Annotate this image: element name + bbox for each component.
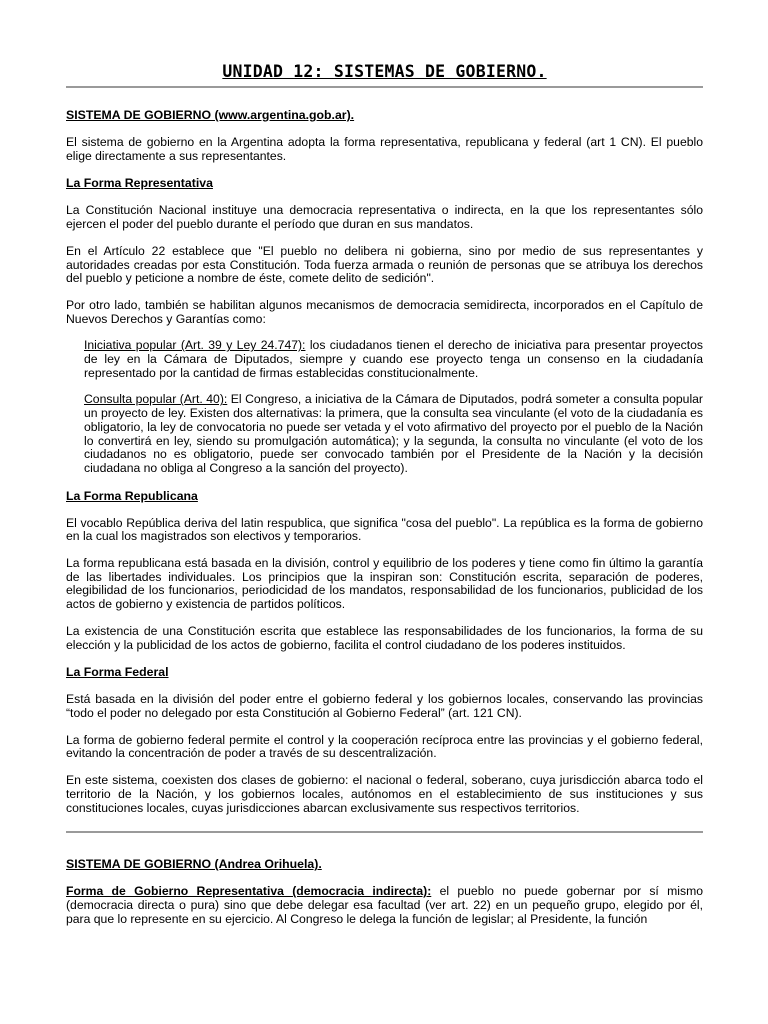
paragraph-representativa-indirecta [66,885,703,926]
heading-forma-representativa: La Forma Representativa [66,176,213,191]
page-title: UNIDAD 12: SISTEMAS DE GOBIERNO. [222,62,547,81]
representativa-indirecta-text: el pueblo no puede gobernar por sí mismo (democracia directa o pura) sino que debe delegar esa facultad (ver art. 22) en un pequeño grupo, elegido por él, para que lo represente en su ejercicio. Al Congreso le delega la función de legislar; al Presidente, la función [66,884,703,926]
iniciativa-label: Iniciativa popular (Art. 39 y Ley 24.747): [84,338,306,353]
section-divider [66,831,703,833]
paragraph-iniciativa-popular [84,339,703,380]
paragraph-federal-2: La forma de gobierno federal permite el control y la cooperación recíproca entre las provincias y el gobierno federal, evitando la concentración de poder a través de su descentralización. [66,732,703,761]
paragraph-representativa-2: En el Artículo 22 establece que "El pueblo no delibera ni gobierna, sino por medio de sus representantes y autoridades creadas por esta Constitución. Toda fuerza armada o reunión de personas que se atribuya los derechos del pueblo y peticione a nombre de éste, comete delito de sedición". [66,243,703,286]
paragraph-consulta-popular [84,393,703,475]
section-heading-orihuela: SISTEMA DE GOBIERNO (Andrea Orihuela). [66,857,322,872]
title-divider [66,86,703,88]
consulta-text: El Congreso, a iniciativa de la Cámara de Diputados, podrá someter a consulta popular un proyecto de ley. Existen dos alternativas: la primera, que la consulta sea vinculante (el voto de la ciudadanía es obligatorio, la ley de convocatoria no puede ser vetada y el voto afirmativo del proyecto por el pueblo de la Nación lo convertirá en ley, siendo su promulgación automática); y la segunda, la consulta no vinculante (el voto de los ciudadanos no es obligatorio, puede ser convocado también por el Presidente de la Nación y la decisión ciudadana no obliga al Congreso a la sanción del proyecto). [84,392,703,475]
iniciativa-text: los ciudadanos tienen el derecho de iniciativa para presentar proyectos de ley en la Cámara de Diputados, siempre y cuando ese proyecto tenga un consenso en la ciudadanía representado por la cantidad de firmas establecidas constitucionalmente. [84,338,704,380]
paragraph-republicana-1: El vocablo República deriva del latin respublica, que significa "cosa del pueblo". La república es la forma de gobierno en la cual los magistrados son electivos y temporarios. [66,515,703,544]
consulta-label: Consulta popular (Art. 40): [84,392,228,407]
representativa-indirecta-label: Forma de Gobierno Representativa (democracia indirecta): [66,884,432,899]
paragraph-intro: El sistema de gobierno en la Argentina adopta la forma representativa, republicana y federal (art 1 CN). El pueblo elige directamente a sus representantes. [66,135,703,163]
paragraph-federal-3: En este sistema, coexisten dos clases de gobierno: el nacional o federal, soberano, cuya jurisdicción abarca todo el territorio de la Nación, y los gobiernos locales, autónomos en el establecimiento de sus instituciones y sus constituciones locales, cuyas jurisdicciones abarcan exclusivamente sus respectivos territorios. [66,773,703,815]
paragraph-republicana-3: La existencia de una Constitución escrita que establece las responsabilidades de los funcionarios, la forma de su elección y la publicidad de los actos de gobierno, facilita el control ciudadano de los poderes instituidos. [66,623,703,652]
section-heading-argentina: SISTEMA DE GOBIERNO (www.argentina.gob.ar). [66,108,355,122]
paragraph-republicana-2: La forma republicana está basada en la división, control y equilibrio de los poderes y tiene como fin último la garantía de las libertades individuales. Los principios que la inspiran son: Constitución escrita, separación de poderes, elegibilidad de los funcionarios, periodicidad de los mandatos, responsabilidad de los funcionarios, publicidad de los actos de gobierno y existencia de partidos políticos. [66,556,703,612]
paragraph-federal-1: Está basada en la división del poder entre el gobierno federal y los gobiernos locales, conservando las provincias “todo el poder no delegado por esta Constitución al Gobierno Federal” (art. 121 CN). [66,692,703,720]
heading-forma-republicana: La Forma Republicana [66,488,198,503]
heading-forma-federal: La Forma Federal [66,665,169,680]
paragraph-representativa-3: Por otro lado, también se habilitan algunos mecanismos de democracia semidirecta, incorporados en el Capítulo de Nuevos Derechos y Garantías como: [66,297,703,326]
paragraph-representativa-1: La Constitución Nacional instituye una democracia representativa o indirecta, en la que los representantes sólo ejercen el poder del pueblo durante el período que duran en sus mandatos. [66,203,703,232]
